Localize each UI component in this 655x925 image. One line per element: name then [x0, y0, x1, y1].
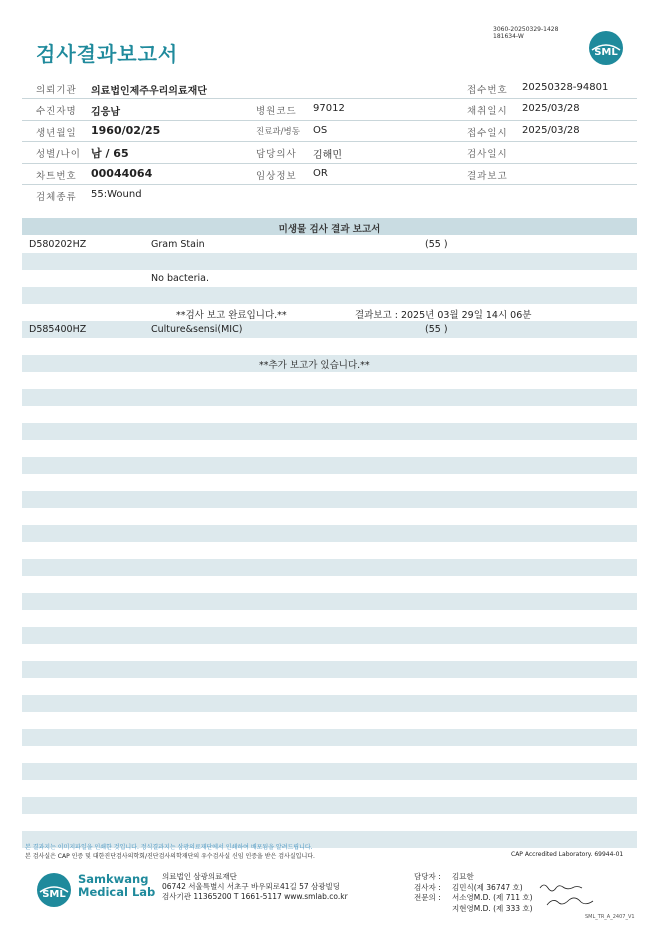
receipt-date-label: 접수일시 — [467, 127, 508, 139]
accreditation-notice: 본 검사실은 CAP 인증 및 대한진단검사의학회/진단검사의학재단의 우수검사실 신임 인증을 받은 검사실입니다. — [25, 853, 315, 860]
tester-label: 검사자 : — [414, 882, 441, 892]
stripe — [22, 627, 637, 644]
patient-value: 김응남 — [91, 107, 120, 119]
row2-specimen: (55 ) — [425, 324, 448, 335]
followup-message: **추가 보고가 있습니다.** — [259, 360, 370, 371]
lab-name-line2: Medical Lab — [78, 885, 156, 899]
document-code — [493, 26, 558, 40]
receipt-no-value: 20250328-94801 — [522, 82, 609, 93]
sml-logo-text: SML — [594, 47, 618, 58]
row1-result: No bacteria. — [151, 273, 209, 284]
specialist-label: 전문의 : — [414, 893, 441, 902]
stripe — [22, 321, 637, 338]
row1-test-code: D580202HZ — [29, 239, 87, 250]
info-row-birth — [22, 121, 637, 142]
lab-name — [78, 873, 155, 899]
dept-label: 진료과/병동 — [256, 126, 300, 137]
receipt-date-value: 2025/03/28 — [522, 124, 580, 136]
dept-value: OS — [313, 124, 328, 136]
document-code-line1: 3060-20250329-1428 — [493, 26, 559, 33]
report-complete-time: 결과보고 : 2025년 03월 29일 14시 06분 — [355, 310, 532, 321]
sml-footer-logo-icon — [36, 872, 72, 908]
row1-specimen: (55 ) — [425, 239, 448, 250]
stripe — [22, 525, 637, 542]
stripe — [22, 763, 637, 780]
info-row-patient — [22, 99, 637, 120]
stripe — [22, 661, 637, 678]
cap-accreditation: CAP Accredited Laboratory. 69944-01 — [511, 851, 624, 858]
lab-name-line1: Samkwang — [78, 872, 149, 886]
stripe — [22, 389, 637, 406]
info-row-institution — [22, 78, 637, 99]
collect-date-label: 채취일시 — [467, 106, 508, 118]
test-date-label: 검사일시 — [467, 149, 508, 161]
print-notice: 본 결과지는 이미지파일을 인쇄한 것입니다. 정식결과지는 삼광의료재단에서 인쇄하여 배포됨을 알려드립니다. — [25, 844, 313, 851]
stripe — [22, 729, 637, 746]
doctor-label: 담당의사 — [256, 149, 297, 161]
doctor-value: 김해민 — [313, 150, 342, 162]
lab-address — [162, 872, 348, 902]
specimen-value: 55:Wound — [91, 188, 142, 200]
specialist1-value: 서소영M.D. (제 711 호) — [452, 893, 533, 902]
signature-icon — [537, 880, 607, 910]
stripe — [22, 287, 637, 304]
receipt-no-label: 접수번호 — [467, 85, 508, 96]
collect-date-value: 2025/03/28 — [522, 103, 580, 115]
clinical-value: OR — [313, 167, 328, 179]
specimen-label: 검체종류 — [36, 191, 77, 203]
row2-test-name: Culture&sensi(MIC) — [151, 324, 243, 335]
info-row-chart — [22, 164, 637, 185]
institution-label: 의뢰기관 — [36, 85, 77, 96]
stripe — [22, 253, 637, 270]
patient-label: 수진자명 — [36, 106, 77, 118]
results-section-title: 미생물 검사 결과 보고서 — [278, 224, 381, 235]
lab-address-line3: 검사기관 11365200 T 1661-5117 www.smlab.co.kr — [162, 892, 348, 901]
chart-label: 차트번호 — [36, 170, 77, 182]
stripe — [22, 695, 637, 712]
stripe — [22, 593, 637, 610]
stripe — [22, 559, 637, 576]
birth-label: 생년월일 — [36, 127, 77, 139]
stripe — [22, 423, 637, 440]
sex-age-label: 성별/나이 — [36, 149, 81, 161]
document-code-line2: 181634-W — [493, 33, 524, 40]
sml-footer-logo-text: SML — [42, 889, 66, 900]
form-code: SML_TR_A_2407_V1 — [585, 914, 635, 920]
clinical-label: 임상정보 — [256, 170, 297, 182]
report-complete-message: **검사 보고 완료입니다.** — [176, 310, 287, 321]
birth-value: 1960/02/25 — [91, 123, 161, 137]
manager-label: 담당자 : — [414, 872, 441, 881]
stripe — [22, 491, 637, 508]
sex-age-value: 남 / 65 — [91, 147, 129, 161]
page-title: 검사결과보고서 — [36, 42, 179, 66]
info-row-specimen — [22, 185, 637, 205]
staff-list — [414, 872, 533, 914]
result-report-label: 결과보고 — [467, 170, 508, 182]
manager-value: 김묘한 — [452, 872, 474, 881]
stripe — [22, 797, 637, 814]
specialist2-value: 지현영M.D. (제 333 호) — [452, 903, 533, 913]
sml-logo-icon — [588, 30, 624, 66]
info-row-sex-age — [22, 142, 637, 163]
row2-test-code: D585400HZ — [29, 324, 87, 335]
row1-test-name: Gram Stain — [151, 239, 205, 250]
lab-address-line2: 06742 서울특별시 서초구 바우뫼로41길 57 삼광빌딩 — [162, 882, 341, 891]
chart-value: 00044064 — [91, 166, 153, 180]
patient-info-table — [22, 78, 637, 205]
tester-value: 김민식(제 36747 호) — [452, 882, 523, 892]
hospital-code-label: 병원코드 — [256, 106, 297, 118]
lab-address-line1: 의료법인 삼광의료재단 — [162, 872, 237, 881]
hospital-code-value: 97012 — [313, 103, 345, 115]
stripe — [22, 457, 637, 474]
institution-value: 의료법인제주우리의료재단 — [91, 86, 207, 97]
